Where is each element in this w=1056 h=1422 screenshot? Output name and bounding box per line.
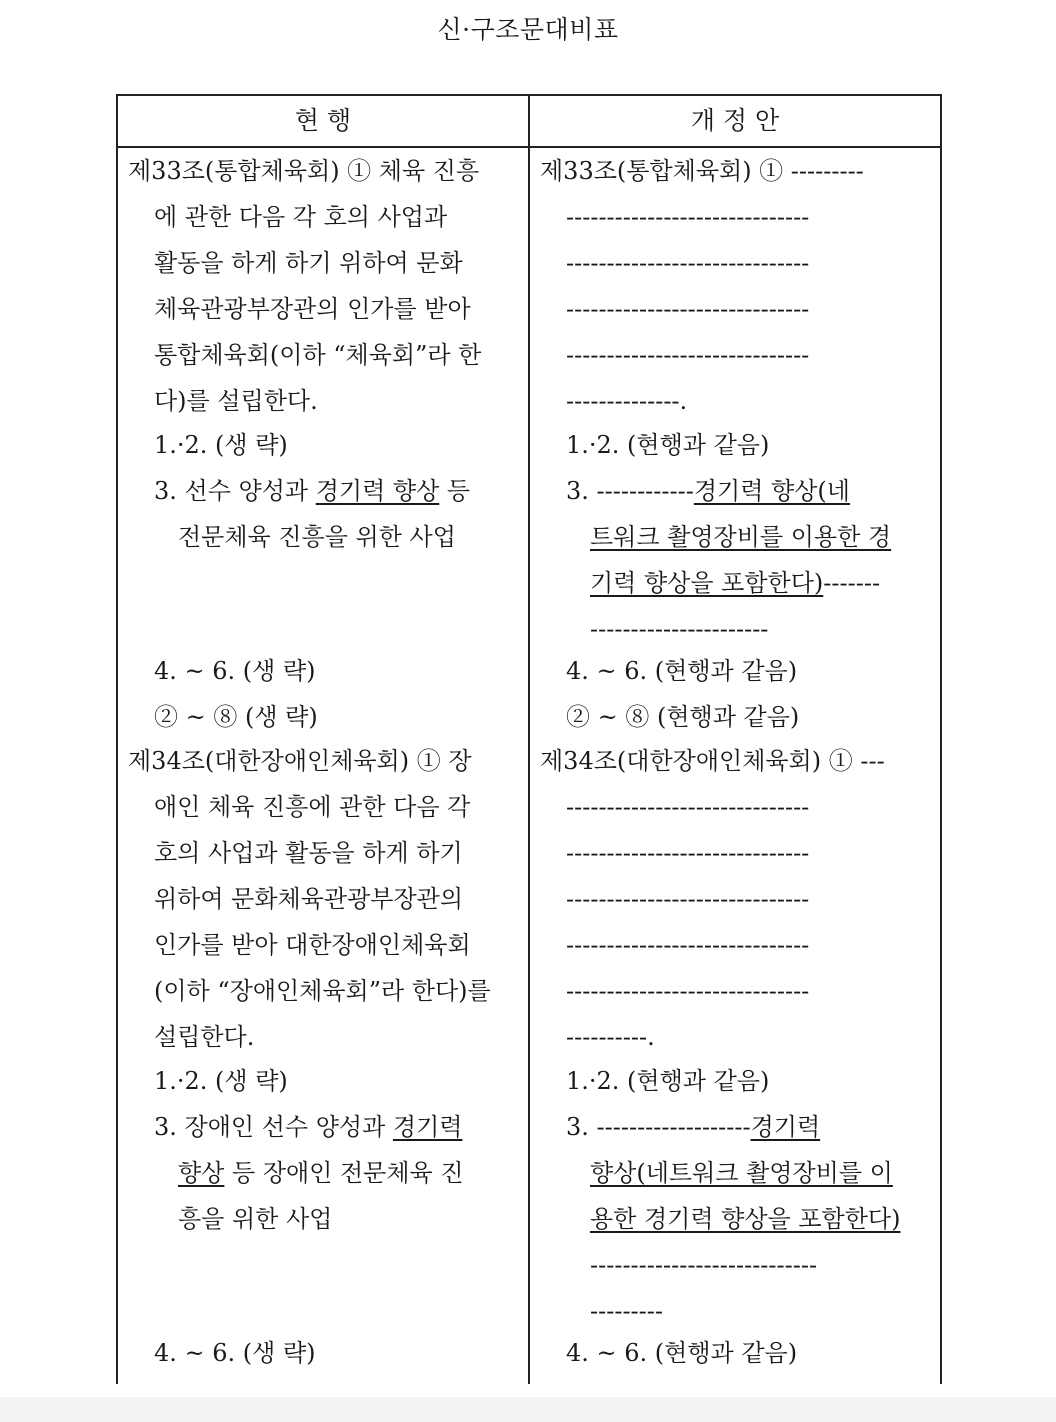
underlined-text: 경기력 bbox=[392, 1113, 463, 1141]
art34-current-item-3: 3. 장애인 선수 양성과 경기력 bbox=[154, 1113, 463, 1141]
art34-proposed-item-3-cont: ---------------------------- bbox=[590, 1251, 818, 1279]
art33-current-item-4-6: 4. ~ 6. (생 략) bbox=[154, 657, 316, 685]
art33-current-line: 다)를 설립한다. bbox=[154, 387, 318, 415]
art34-proposed-line: ------------------------------ bbox=[566, 839, 810, 867]
art33-current-para-2-8: ② ~ ⑧ (생 략) bbox=[154, 703, 318, 731]
art33-current-line: 체육관광부장관의 인가를 받아 bbox=[154, 295, 471, 323]
underlined-text: 경기력 향상(네 bbox=[693, 477, 850, 505]
art34-proposed-line: ------------------------------ bbox=[566, 931, 810, 959]
column-divider bbox=[528, 96, 530, 1384]
art33-current-item-3-cont: 전문체육 진흥을 위한 사업 bbox=[178, 523, 456, 551]
art34-current-line: 위하여 문화체육관광부장관의 bbox=[154, 885, 464, 913]
art34-proposed-line: ------------------------------ bbox=[566, 977, 810, 1005]
art34-current-line: (이하 “장애인체육회”라 한다)를 bbox=[154, 977, 491, 1005]
art33-proposed-line: ------------------------------ bbox=[566, 295, 810, 323]
art33-proposed-item-3-cont: 기력 향상을 포함한다)------- bbox=[590, 569, 881, 597]
art33-proposed-line: --------------. bbox=[566, 387, 688, 415]
art33-proposed-line: ------------------------------ bbox=[566, 249, 810, 277]
underlined-text: 기력 향상을 포함한다) bbox=[590, 569, 824, 597]
art34-proposed-item-3-cont: --------- bbox=[590, 1297, 663, 1325]
comparison-table bbox=[116, 94, 942, 1384]
art34-current-line: 인가를 받아 대한장애인체육회 bbox=[154, 931, 471, 959]
underlined-text: 향상 bbox=[178, 1159, 225, 1187]
art33-current-line: 제33조(통합체육회) ① 체육 진흥 bbox=[128, 157, 480, 185]
art34-proposed-line: ------------------------------ bbox=[566, 793, 810, 821]
art33-current-line: 에 관한 다음 각 호의 사업과 bbox=[154, 203, 448, 231]
art34-proposed-line: 제34조(대한장애인체육회) ① --- bbox=[540, 747, 885, 775]
art34-proposed-item-4-6: 4. ~ 6. (현행과 같음) bbox=[566, 1339, 798, 1367]
art34-current-line: 제34조(대한장애인체육회) ① 장 bbox=[128, 747, 472, 775]
header-current: 현 행 bbox=[294, 106, 352, 135]
underlined-text: 향상(네트워크 촬영장비를 이 bbox=[590, 1159, 893, 1187]
art33-current-line: 통합체육회(이하 “체육회”라 한 bbox=[154, 341, 482, 369]
art33-proposed-item-1-2: 1.·2. (현행과 같음) bbox=[566, 431, 770, 459]
art34-proposed-item-3: 3. -------------------경기력 bbox=[566, 1113, 821, 1141]
art34-proposed-item-3-cont bbox=[590, 1202, 900, 1236]
art33-proposed-item-4-6: 4. ~ 6. (현행과 같음) bbox=[566, 657, 798, 685]
underlined-text: 트워크 촬영장비를 이용한 경 bbox=[590, 523, 892, 551]
art34-proposed-line: ------------------------------ bbox=[566, 885, 810, 913]
art33-proposed-line: ------------------------------ bbox=[566, 203, 810, 231]
page-title: 신·구조문대비표 bbox=[437, 15, 619, 44]
art34-current-item-1-2: 1.·2. (생 략) bbox=[154, 1067, 288, 1095]
art34-proposed-line: ----------. bbox=[566, 1023, 655, 1051]
art34-current-item-4-6: 4. ~ 6. (생 략) bbox=[154, 1339, 316, 1367]
art33-proposed-item-3: 3. ------------경기력 향상(네 bbox=[566, 477, 850, 505]
art33-proposed-line: ------------------------------ bbox=[566, 341, 810, 369]
art34-current-line: 애인 체육 진흥에 관한 다음 각 bbox=[154, 793, 471, 821]
art34-current-line: 호의 사업과 활동을 하게 하기 bbox=[154, 839, 463, 867]
page-bottom-margin bbox=[0, 1397, 1056, 1422]
art33-current-item-3: 3. 선수 양성과 경기력 향상 등 bbox=[154, 477, 471, 505]
underlined-text: 경기력 향상 bbox=[315, 477, 440, 505]
header-proposed: 개 정 안 bbox=[690, 106, 780, 135]
art34-current-line: 설립한다. bbox=[154, 1023, 255, 1051]
art33-current-line: 활동을 하게 하기 위하여 문화 bbox=[154, 249, 463, 277]
art33-current-item-1-2: 1.·2. (생 략) bbox=[154, 431, 288, 459]
art34-proposed-item-3-cont bbox=[590, 1156, 893, 1190]
art33-proposed-item-3-cont bbox=[590, 520, 891, 554]
underlined-text: 경기력 bbox=[750, 1113, 821, 1141]
art33-proposed-para-2-8: ② ~ ⑧ (현행과 같음) bbox=[566, 703, 800, 731]
underlined-text: 용한 경기력 향상을 포함한다) bbox=[590, 1205, 901, 1233]
art34-current-item-3-cont: 향상 등 장애인 전문체육 진 bbox=[178, 1159, 464, 1187]
art34-proposed-item-1-2: 1.·2. (현행과 같음) bbox=[566, 1067, 770, 1095]
art33-proposed-line: 제33조(통합체육회) ① --------- bbox=[540, 157, 864, 185]
art33-proposed-item-3-cont: ---------------------- bbox=[590, 615, 769, 643]
art34-current-item-3-cont: 흥을 위한 사업 bbox=[178, 1205, 333, 1233]
